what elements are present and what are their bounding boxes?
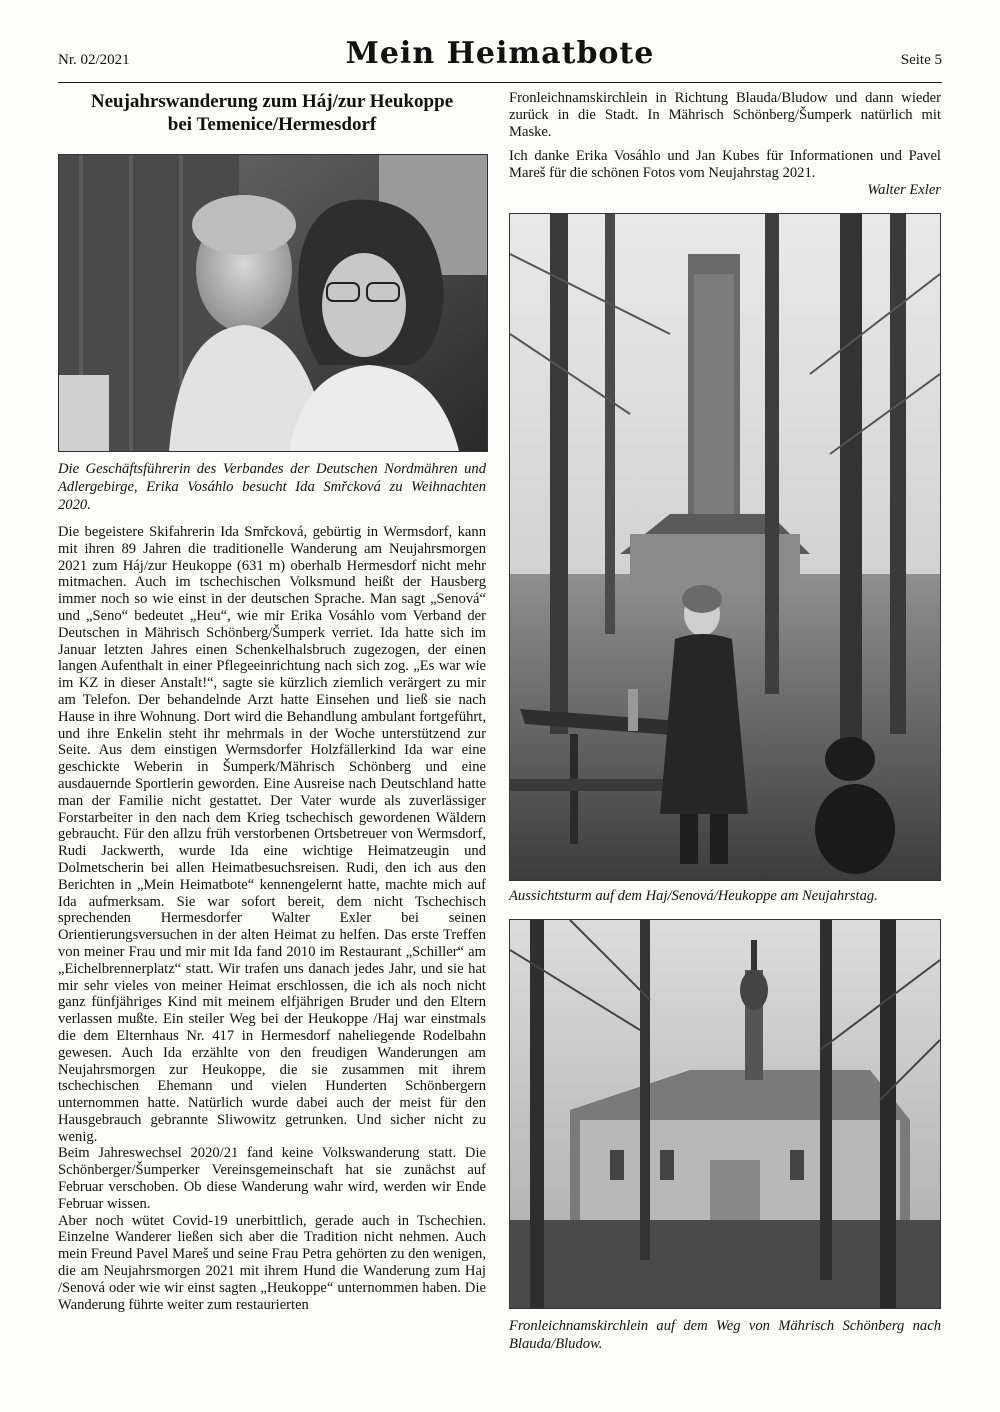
page-header [58,36,942,82]
article-title [58,90,486,136]
header-rule [58,82,942,83]
body-paragraph-3: Aber noch wütet Covid-19 unerbittlich, gerade auch in Tschechien. Einzelne Wanderer ließen sich aber die Tradition nicht nehmen. Auch mein Freund Pavel Mareš und seine Frau Petra gehörten zu den wenigen, die am Neujahrsmorgen 2021 mit ihrem Hund die Wanderung zum Haj /Senová oder wie wir einst sagten „Heukoppe“ unternommen haben. Die Wanderung führte weiter zum restaurierten [58,1212,486,1313]
page-number: Seite 5 [900,52,942,68]
title-line-2: bei Temenice/Hermesdorf [167,114,377,135]
body-paragraph-continued: Fronleichnamskirchlein in Richtung Blauda/Bludow und dann wieder zurück in die Stadt. In Mährisch Schönberg/Šumperk natürlich mit Maske. [509,90,941,140]
body-paragraph-2: Beim Jahreswechsel 2020/21 fand keine Volkswanderung statt. Die Schönberger/Šumperker Vereinsgemeinschaft hat sie zunächst auf Februar verschoben. Ob diese Wanderung wahr wird, werden wir Ende Februar wissen. [58,1145,486,1212]
chapel-photo-image [510,920,940,1308]
portrait-photo-image [59,155,487,451]
photo-observation-tower [509,213,941,881]
issue-number: Nr. 02/2021 [58,52,130,68]
photo3-caption: Fronleichnamskirchlein auf dem Weg von Mährisch Schönberg nach Blauda/Bludow. [509,1317,941,1352]
photo-chapel [509,919,941,1309]
photo1-caption: Die Geschäftsführerin des Verbandes der Deutschen Nordmähren und Adlergebirge, Erika Vosáhlo besucht Ida Smřcková zu Weihnachten 2020. [58,461,486,513]
acknowledgement-paragraph: Ich danke Erika Vosáhlo und Jan Kubes für Informationen und Pavel Mareš für die schönen Fotos vom Neujahrstag 2021. [509,148,941,182]
author-name: Walter Exler [867,181,941,198]
body-paragraph-1: Die begeistere Skifahrerin Ida Smřcková, gebürtig in Wermsdorf, kann mit ihren 89 Jahren die traditionelle Wanderung am Neujahrsmorgen 2021 zum Háj/zur Heukoppe (631 m) oberhalb Hermesdorf nicht mehr mitmachen. Auch im tschechischen Volksmund heißt der Hausberg immer noch so wie einst in der deutschen Sprache. Man sagt „Senová“ und „Seno“ bedeutet „Heu“, wie mir Erika Vosáhlo vom Verband der Deutschen in Mährisch Schönberg/Šumperk verriet. Ida hatte sich im Januar letzten Jahres einen Schenkelhalsbruch zugezogen, der einen langen Aufenthalt in einer Pflegeeinrichtung nach sich zog. „Es war wie im KZ in dieser Anstalt!“, sagte sie kürzlich ziemlich verärgert zu mir am Telefon. Der behandelnde Arzt hatte Einsehen und ließ sie nach Hause in ihre Wohnung. Dort wird die Behandlung ambulant fortgeführt, und ihre Enkelin steht ihr mehrmals in der Woche unterstützend zur Seite. Aus dem einstigen Wermsdorfer Holzfällerkind Ida war eine geschickte Weberin in Šumperk/Mährisch Schönberg und eine ausdauernde Sportlerin geworden. Eine Ausreise nach Deutschland hatte man der Familie nicht gestattet. Der Vater wurde als zuverlässiger Forstarbeiter in den nach dem Krieg tschechisch gewordenen Wäldern gebraucht. Für den allzu früh verstorbenen Ortsbetreuer von Wermsdorf, Rudi Jackwerth, wurde Ida eine wichtige Heimatzeugin und Dolmetscherin bei allen Heimatbesuchsreisen. Rudi, den ich aus den Berichten in „Mein Heimatbote“ kennengelernt hatte, machte mich auf Ida aufmerksam. Sie war sofort bereit, dem nicht Tschechisch sprechenden Hermesdorfer Walter Exler bei seinen Orientierungsversuchen in der alten Heimat zu helfen. Das erste Treffen von meiner Frau und mir mit Ida fand 2010 im Restaurant „Schiller“ am „Eichelbrennerplatz“ statt. Wir trafen uns danach jedes Jahr, und sie hat mir sehr vieles von meiner Heimat erschlossen, die ich als noch nicht ganz fünfjähriges Kind mit meinem elfjährigen Bruder und den Eltern verlassen mußte. Ein steiler Weg bei der Heukoppe /Haj war einstmals die dem Elternhaus Nr. 417 in Hermesdorf naheliegende Rodelbahn gewesen. Auch Ida erzählte von den freudigen Wanderungen am Neujahrsmorgen zur Heukoppe, die sie zusammen mit ihrem tschechischen Ehemann und vielen Hunderten Schönbergern unternommen hatte. Natürlich wurde dabei auch der meist für den Hausgebrauch gebrannte Sliwowitz getrunken. Und sicher nicht zu wenig. [58,524,486,1145]
photo2-caption: Aussichtsturm auf dem Haj/Senová/Heukoppe am Neujahrstag. [509,887,878,904]
left-column [58,90,486,1313]
tower-photo-image [510,214,940,880]
right-column [509,90,941,1353]
masthead-logo: Mein Heimatbote [345,36,655,71]
photo-portrait-two-women [58,154,488,452]
article-body [58,524,486,1313]
title-line-1: Neujahrswanderung zum Háj/zur Heukoppe [90,91,454,112]
